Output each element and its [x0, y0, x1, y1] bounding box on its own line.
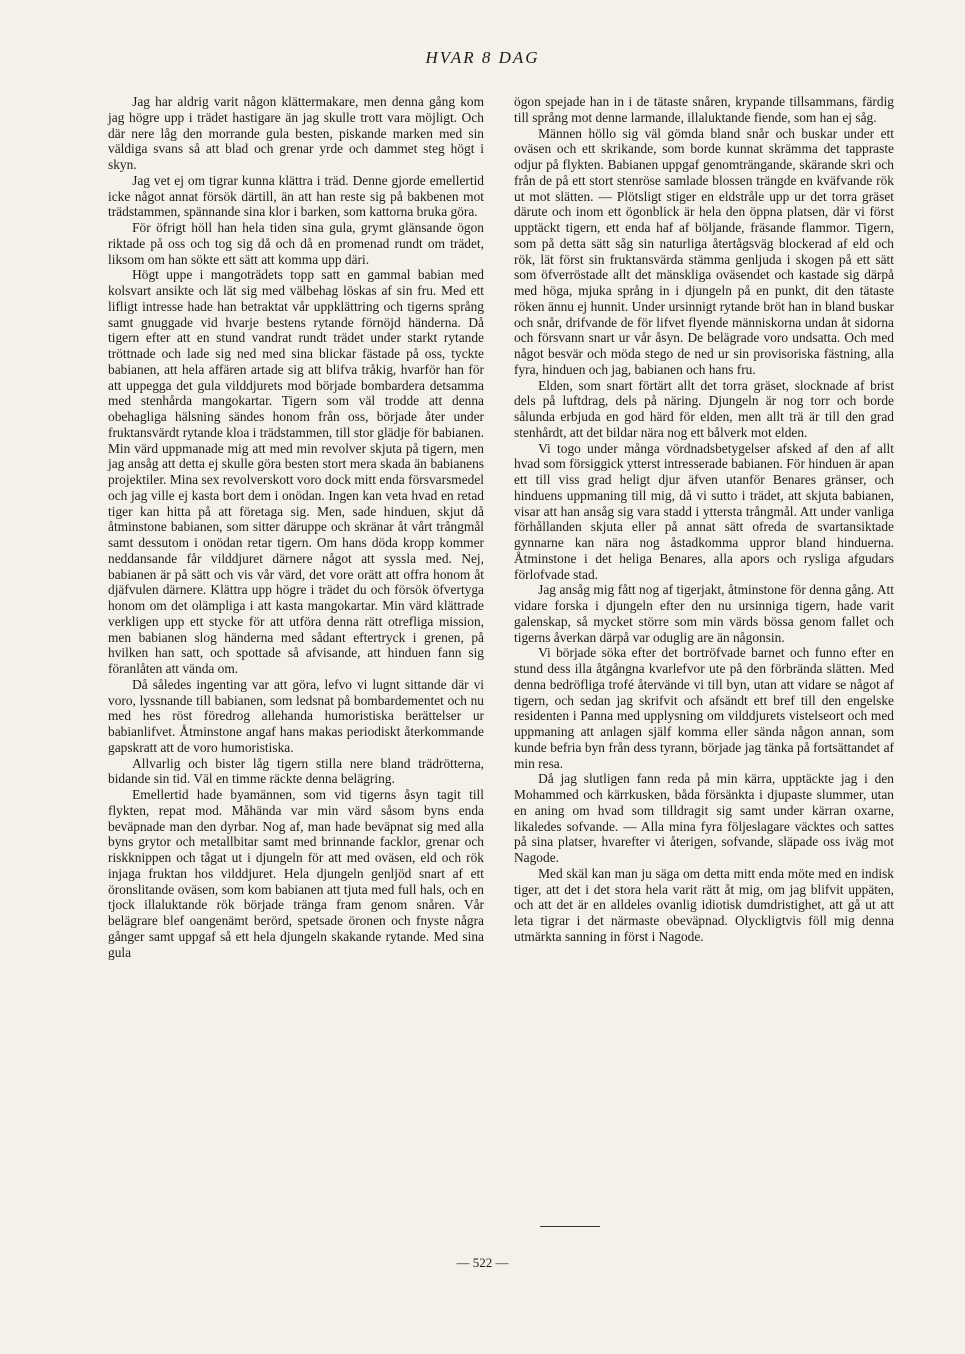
paragraph: Vi började söka efter det bortröfvade barnet och funno efter en stund dess illa åtgångna kvarlefvor ute på den förbrända slätten. Med denna bedröfliga trofé återvände vi till byn, utan att vidare se något af tigern, och sedan jag skrifvit och afsändt ett bref till den engelske residenten i Panna med upplysning om vilddjurets vistelseort och med uppmaning att anlagen själf komma eller sända någon annan, som kunde befria byn från dess tyrann, började jag tänka på fortsättandet af min resa.: [514, 645, 894, 771]
paragraph: Vi togo under många vördnadsbetygelser afsked af den af allt hvad som försiggick ytterst intresserade babianen. För hinduen är apan ett till viss grad heligt djur äfven utanför Benares gränser, och hinduens uppmaning till mig, då vi sutto i trädet, att skjuta babianen, visar att han ansåg sig vara stadd i yttersta trångmål. Att under vanliga förhållanden skjuta eller på annat sätt ofreda de svartansiktade gynnarne kan nära nog åstadkomma uppror bland hinduerna. Åtminstone i det heliga Benares, alla apors och rysliga afgudars förlofvade stad.: [514, 440, 894, 582]
running-header: HVAR 8 DAG: [425, 48, 540, 67]
page-number: — 522 —: [456, 1255, 509, 1270]
paragraph: Jag ansåg mig fått nog af tigerjakt, åtminstone för denna gång. Att vidare forska i djungeln efter den nu ursinniga tigern, hade varit galenskap, så mycket större som min värds bössa genom fallet och tigerns åverkan därpå var oduglig are än någonsin.: [514, 582, 894, 645]
right-column: [514, 94, 894, 945]
paragraph: Männen höllo sig väl gömda bland snår och buskar under ett oväsen och ett skrikande, som borde kunnat skrämma det tappraste odjur på flykten. Babianen uppgaf genomträngande, skärande skri och från de på ett stort stenröse samlade blossen trängde en kväfvande rök ut mot slätten. — Plötsligt stiger en eldstråle upp ur det torra gräset därute och inom ett ögonblick är hela den öppna platsen, där vi först upptäckt tigern, ett enda haf af böljande, fräsande flammor. Tigern, som på detta sätt såg sin naturliga återtågsväg blockerad af eld och rök, lät först sin fruktansvärda stämma genljuda i skogen på ett sätt som öfverröstade allt det mänskliga oväsendet och kastade sig därpå med höga, mjuka språng in i djungeln på en punkt, dit den tätaste röken ännu ej hunnit. Under ursinnigt rytande bröt han in bland buskar och snår, drifvande de för lifvet flyende människorna undan åt sidorna och försvann snart ur vår åsyn. De belägrade voro undsatta. Och med något besvär och möda stego de ned ur sin provisoriska fästning, alla fyra, hinduen och jag, babianen och hans fru.: [514, 125, 894, 377]
paragraph: Elden, som snart förtärt allt det torra gräset, slocknade af brist dels på luftdrag, dels på näring. Djungeln är nog torr och borde sålunda erbjuda en god härd för elden, men allt trä är till den grad stenhårdt, att det bildar nära nog ett bålverk mot elden.: [514, 377, 894, 440]
paragraph: Då således ingenting var att göra, lefvo vi lugnt sittande där vi voro, lyssnande till babianen, som ledsnat på bombardementet och nu med hes röst föredrog allehanda humoristiska berättelser ur babianlifvet. Åtminstone angaf hans makas periodiskt återkommande gapskratt att de voro humoristiska.: [108, 676, 484, 755]
paragraph: Jag vet ej om tigrar kunna klättra i träd. Denne gjorde emellertid icke något annat försök därtill, än att han reste sig på bakbenen mot trädstammen, spännande sina klor i barken, som kattorna bruka göra.: [108, 172, 484, 220]
paragraph: Högt uppe i mangoträdets topp satt en gammal babian med kolsvart ansikte och lät sig med välbehag löskas af sin fru. Med ett lifligt intresse hade han betraktat vår uppklättring och tigerns språng samt gnuggade vid hvarje bestens rytande förnöjd händerna. Då tigern efter att en stund vandrat rundt trädet under starkt rytande tröttnade och lade sig ned med sina blickar fästade på oss, tyckte babianen, att hela affären artade sig att blifva tråkig, hvarför han för att uppegga det gula vilddjurets mod började bombardera detsamma med stenhårda mangokartar. Tigern som väl trodde att denna obehagliga hälsning sändes honom från oss, började åter under fruktansvärdt rytande kloa i trädstammen, till stor glädje för babianen. Min värd uppmanade mig att med min revolver skjuta på tigern, men jag ansåg att detta ej skulle göra besten stort mera skada än babianens projektiler. Mina sex revolverskott voro dock mitt enda försvarsmedel och jag ville ej kasta bort dem i onödan. Ingen kan veta hvad en retad tiger kan hitta på att företaga sig. Men, sade hinduen, skjut då åtminstone babianen, som sitter däruppe och skränar åt vårt trångmål samt dessutom i onödan retar tigern. Om hans döda kropp kommer neddansande får vilddjuret därnere något att syssla med. Nej, babianen är på sätt och vis vår värd, det vore orätt att offra honom åt djäfvulen därnere. Klättra upp högre i trädet du och försök öfvertyga honom om det olämpliga i att kasta mangokartar. Min värd klättrade verkligen upp ett stycke för att utföra denna rätt otrefliga mission, men babianen slog händerna med sådant eftertryck i grenen, på hvilken han satt, och spottade så afvisande, att hinduen fann sig föranlåten att vända om.: [108, 267, 484, 676]
paragraph: Då jag slutligen fann reda på min kärra, upptäckte jag i den Mohammed och kärrkusken, båda försänkta i djupaste slummer, utan en aning om hvad som tilldragit sig samt under kärran oxarne, likaledes sofvande. — Alla mina fyra följeslagare väcktes och sattes på sina platser, hvarefter vi återigen, sofvande, släpade oss iväg mot Nagode.: [514, 771, 894, 865]
paragraph-continued: ögon spejade han in i de tätaste snåren, krypande tillsammans, färdig till språng mot denne larmande, illaluktande fiende, som han ej såg.: [514, 94, 894, 125]
paragraph: Med skäl kan man ju säga om detta mitt enda möte med en indisk tiger, att det i det stora hela varit rätt åt mig, om jag blifvit uppäten, och att det är en alldeles ovanlig idiotisk dumdristighet, att gå ut att leta tigrar i det närmaste obeväpnad. Olyckligtvis föll mig denna utmärkta sanning in först i Nagode.: [514, 865, 894, 944]
left-column: [108, 94, 484, 960]
paragraph: För öfrigt höll han hela tiden sina gula, grymt glänsande ögon riktade på oss och tog sig då och då en promenad rundt om trädet, liksom om han sökte ett sätt att komma upp däri.: [108, 220, 484, 267]
paragraph: Jag har aldrig varit någon klättermakare, men denna gång kom jag högre upp i trädet hastigare än jag skulle trott vara möjligt. Och där nere låg den morrande gula besten, piskande marken med sin väldiga svans så att blad och grenar yrde och dammet steg högt i skyn.: [108, 94, 484, 172]
paragraph: Allvarlig och bister låg tigern stilla nere bland trädrötterna, bidande sin tid. Väl en timme räckte denna belägring.: [108, 755, 484, 787]
end-rule: [540, 1226, 600, 1227]
paragraph: Emellertid hade byamännen, som vid tigerns åsyn tagit till flykten, repat mod. Måhända var min värd såsom byns enda beväpnade man den dyrbar. Nog af, man hade beväpnat sig med alla byns grytor och metallbitar samt med brinnande facklor, grenar och riskknippen och tågat ut i djungeln för att med oväsen, eld och rök injaga fruktan hos vilddjuret. Hela djungeln genljöd snart af ett öronslitande oväsen, som kom babianen att tjuta med full hals, och en tjock illaluktande rök började tränga fram genom snåren. Vår belägrare blef oangenämt berörd, spetsade öronen och fnyste några gånger samt uppgaf så ett hela djungeln skakande rytande. Med sina gula: [108, 787, 484, 960]
